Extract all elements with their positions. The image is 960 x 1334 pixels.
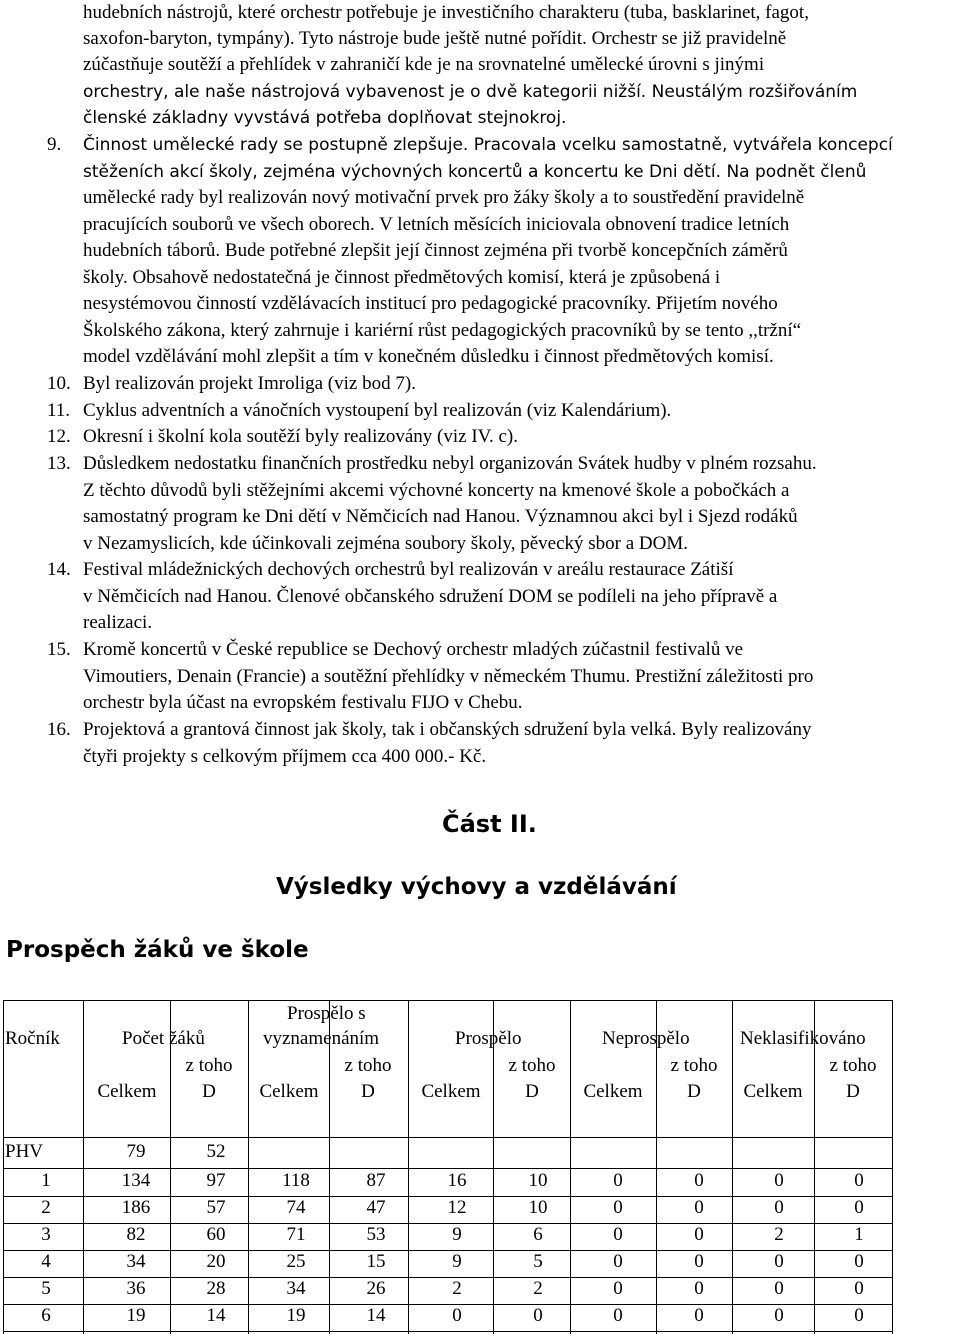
col-subheader-d: D [846,1081,860,1102]
table-cell: 0 [613,1224,623,1245]
item-line: Byl realizován projekt Imroliga (viz bod 7). [83,373,416,394]
item-number: 14. [47,559,71,580]
item-line: v Němčicích nad Hanou. Členové občanského sdružení DOM se podíleli na jeho přípravě a [83,585,778,607]
table-cell: 0 [613,1251,623,1272]
table-cell: 1 [854,1224,864,1245]
table-cell: 14 [366,1305,386,1326]
item-number: 16. [47,719,71,740]
table-cell: 57 [206,1197,226,1218]
item-line: Z těchto důvodů byli stěžejními akcemi výchovné koncerty na kmenové škole a pobočkách a [83,479,790,501]
col-header-pocet: Počet žáků [122,1028,205,1049]
col-header-prospelo: Prospělo [455,1028,522,1049]
item-line: čtyři projekty s celkovým příjmem cca 400 000.- Kč. [83,745,487,767]
col-subheader-celkem: Celkem [421,1081,481,1102]
col-header-vyznamenanim: vyznamenáním [263,1028,380,1049]
table-cell: 52 [206,1141,226,1162]
intro-line: saxofon-baryton, tympány). Tyto nástroje bude ještě nutné pořídit. Orchestr se již pravidelně [83,28,787,49]
item-line: Kromě koncertů v České republice se Dechový orchestr mladých zúčastnil festivalů ve [83,639,744,660]
subsection-heading: Prospěch žáků ve škole [6,937,309,963]
item-line: umělecké rady byl realizován nový motivační prvek pro žáky školy a to soustředění pravidelně [83,187,805,208]
table-cell: 97 [206,1170,226,1191]
part-heading: Část II. [442,810,537,838]
col-subheader-ztoho: z toho [344,1055,392,1076]
table-cell: 0 [533,1305,543,1326]
table-cell: 53 [366,1224,386,1245]
item-line: realizaci. [83,612,153,633]
col-subheader-ztoho: z toho [185,1055,233,1076]
col-subheader-ztoho: z toho [829,1055,877,1076]
table-cell: 36 [126,1278,146,1299]
item-line: Cyklus adventních a vánočních vystoupení byl realizován (viz Kalendárium). [83,400,672,421]
table-cell: 25 [286,1251,306,1272]
table-cell: 14 [206,1305,226,1326]
table-cell: 2 [533,1278,543,1299]
item-line: samostatný program ke Dni dětí v Němčicích nad Hanou. Významnou akci byl i Sjezd rodáků [83,506,798,527]
table-cell: 71 [286,1224,306,1245]
item-line: model vzdělávání mohl zlepšit a tím v konečném důsledku i činnost předmětových komisí. [83,346,774,367]
col-subheader-ztoho: z toho [508,1055,556,1076]
item-line: v Nezamyslicích, kde účinkovali zejména soubory školy, pěvecký sbor a DOM. [83,532,689,554]
table-cell: 12 [447,1197,467,1218]
col-subheader-celkem: Celkem [743,1081,803,1102]
table-cell: 74 [286,1197,306,1218]
item-line: Okresní i školní kola soutěží byly realizovány (viz IV. c). [83,426,518,447]
item-number: 10. [47,373,71,394]
table-cell: 15 [366,1251,386,1272]
item-line: nesystémovou činností vzdělávacích institucí pro pedagogické pracovníky. Přijetím nového [83,293,778,314]
table-cell: 0 [854,1170,864,1191]
table-cell: 0 [774,1197,784,1218]
table-cell: 82 [126,1224,146,1245]
item-number: 15. [47,639,71,660]
table-cell: 79 [126,1141,146,1162]
intro-line: hudebních nástrojů, které orchestr potřebuje je investičního charakteru (tuba, basklarinet, fagot, [83,2,809,23]
item-number: 9. [47,134,62,155]
table-cell: 19 [286,1305,306,1326]
intro-line: členské základny vyvstává potřeba doplňovat stejnokroj. [83,108,567,128]
table-cell: 0 [694,1278,704,1299]
col-subheader-celkem: Celkem [97,1081,157,1102]
item-line: Projektová a grantová činnost jak školy, tak i občanských sdružení byla velká. Byly realizovány [83,719,812,740]
item-line: orchestr byla účast na evropském festivalu FIJO v Chebu. [83,692,523,713]
table-cell: 87 [366,1170,386,1191]
col-header-neprospelo: Neprospělo [602,1028,690,1049]
table-cell: 28 [206,1278,226,1299]
table-cell: 0 [452,1305,462,1326]
col-subheader-d: D [361,1081,375,1102]
item-line: Školského zákona, který zahrnuje i kariérní růst pedagogických pracovníků by se tento ,,tržní“ [83,319,802,341]
table-cell: 20 [206,1251,226,1272]
table-cell: 0 [854,1278,864,1299]
table-cell: 186 [121,1197,151,1218]
table-cell: 19 [126,1305,146,1326]
table-cell: 0 [694,1170,704,1191]
table-cell: 0 [613,1305,623,1326]
col-subheader-d: D [202,1081,216,1102]
item-line: hudebních táborů. Bude potřebné zlepšit její činnost zejména při tvorbě koncepčních záměrů [83,240,788,261]
item-line: Vimoutiers, Denain (Francie) a soutěžní přehlídky v německém Thumu. Prestižní záležitosti pro [83,665,814,687]
col-header-prospelo-s: Prospělo s [287,1003,366,1024]
table-cell: 0 [854,1251,864,1272]
table-cell: 9 [452,1224,462,1245]
col-subheader-ztoho: z toho [670,1055,718,1076]
item-line: školy. Obsahově nedostatečná je činnost předmětových komisí, která je způsobená i [83,266,721,288]
table-cell: 0 [774,1170,784,1191]
table-cell: 0 [694,1197,704,1218]
col-subheader-d: D [687,1081,701,1102]
col-header-rocnik: Ročník [5,1028,60,1049]
table-cell: 0 [774,1278,784,1299]
item-line: stěženích akcí školy, zejména výchovných koncertů a koncertu ke Dni dětí. Na podnět členů [83,161,867,182]
item-line: Činnost umělecké rady se postupně zlepšuje. Pracovala vcelku samostatně, vytvářela koncepcí [83,135,893,155]
table-row-label: 6 [41,1305,51,1326]
item-number: 12. [47,426,71,447]
section-heading: Výsledky výchovy a vzdělávání [276,874,677,900]
table-row-label: PHV [5,1141,44,1162]
col-subheader-celkem: Celkem [259,1081,319,1102]
table-cell: 5 [533,1251,543,1272]
table-cell: 10 [528,1197,548,1218]
item-line: Důsledkem nedostatku finančních prostředku nebyl organizován Svátek hudby v plném rozsahu. [83,453,817,474]
col-subheader-celkem: Celkem [583,1081,643,1102]
table-cell: 134 [121,1170,151,1191]
col-header-neklasifikovano: Neklasifikováno [740,1028,866,1049]
intro-line: orchestry, ale naše nástrojová vybavenost je o dvě kategorii nižší. Neustálým rozšiřováním [83,82,858,102]
table-cell: 0 [613,1170,623,1191]
table-cell: 6 [533,1224,543,1245]
table-cell: 26 [366,1278,386,1299]
table-cell: 0 [854,1305,864,1326]
table-cell: 0 [854,1197,864,1218]
table-cell: 10 [528,1170,548,1191]
table-cell: 0 [694,1305,704,1326]
table-cell: 0 [774,1251,784,1272]
item-line: Festival mládežnických dechových orchestrů byl realizován v areálu restaurace Zátiší [83,559,734,580]
table-cell: 0 [613,1278,623,1299]
table-cell: 0 [694,1251,704,1272]
table-cell: 34 [286,1278,306,1299]
table-cell: 118 [282,1170,310,1191]
table-cell: 0 [613,1197,623,1218]
table-cell: 9 [452,1251,462,1272]
table-cell: 34 [126,1251,146,1272]
table-cell: 60 [206,1224,226,1245]
table-cell: 2 [452,1278,462,1299]
item-line: pracujících souborů ve všech oborech. V letních měsících iniciovala obnovení tradice letních [83,213,790,235]
table-row-label: 4 [41,1251,51,1272]
intro-line: zúčastňuje soutěží a přehlídek v zahraničí kde je na srovnatelné umělecké úrovni s jinými [83,54,765,75]
item-number: 13. [47,453,71,474]
table-cell: 0 [694,1224,704,1245]
table-row-label: 5 [41,1278,51,1299]
table-cell: 0 [774,1305,784,1326]
table-cell: 47 [366,1197,386,1218]
col-subheader-d: D [525,1081,539,1102]
table-row-label: 3 [41,1224,51,1245]
item-number: 11. [47,400,71,421]
table-row-label: 2 [41,1197,51,1218]
table-row-label: 1 [41,1170,51,1191]
table-cell: 16 [447,1170,467,1191]
table-cell: 2 [774,1224,784,1245]
